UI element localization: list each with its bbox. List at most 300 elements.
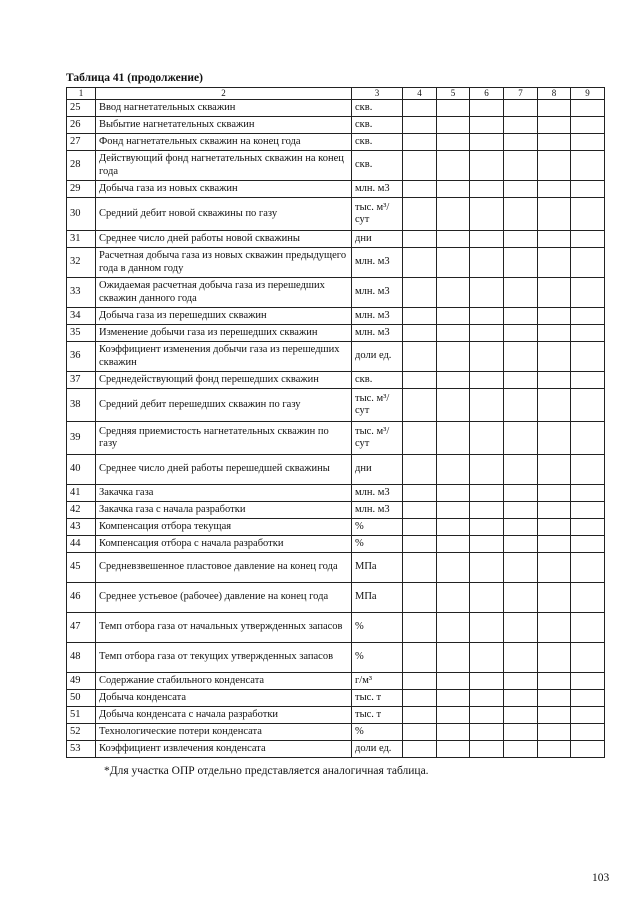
empty-value-cell (470, 455, 504, 485)
header-cell: 5 (437, 88, 470, 100)
empty-value-cell (571, 100, 605, 117)
empty-value-cell (437, 553, 470, 583)
empty-value-cell (571, 231, 605, 248)
empty-value-cell (504, 485, 538, 502)
empty-value-cell (437, 613, 470, 643)
table-row (67, 724, 605, 741)
empty-value-cell (571, 455, 605, 485)
table-row (67, 536, 605, 553)
empty-value-cell (504, 519, 538, 536)
empty-value-cell (504, 583, 538, 613)
table-row (67, 741, 605, 758)
empty-value-cell (538, 613, 571, 643)
empty-value-cell (504, 673, 538, 690)
row-number: 47 (67, 613, 96, 643)
empty-value-cell (571, 325, 605, 342)
table-row (67, 613, 605, 643)
row-number: 48 (67, 643, 96, 673)
row-unit: скв. (352, 134, 403, 151)
table-row (67, 372, 605, 389)
empty-value-cell (470, 690, 504, 707)
row-number: 40 (67, 455, 96, 485)
table-caption: Таблица 41 (продолжение) (66, 72, 203, 84)
table-row (67, 278, 605, 308)
empty-value-cell (571, 724, 605, 741)
empty-value-cell (571, 372, 605, 389)
empty-value-cell (403, 502, 437, 519)
empty-value-cell (538, 308, 571, 325)
empty-value-cell (403, 278, 437, 308)
empty-value-cell (538, 325, 571, 342)
empty-value-cell (470, 389, 504, 422)
empty-value-cell (403, 151, 437, 181)
row-unit: тыс. м³/сут (352, 422, 403, 455)
empty-value-cell (403, 613, 437, 643)
empty-value-cell (437, 372, 470, 389)
empty-value-cell (571, 422, 605, 455)
table-row (67, 389, 605, 422)
row-number: 38 (67, 389, 96, 422)
empty-value-cell (571, 707, 605, 724)
row-unit: % (352, 613, 403, 643)
row-indicator-name: Закачка газа с начала разработки (96, 502, 352, 519)
empty-value-cell (437, 690, 470, 707)
empty-value-cell (571, 308, 605, 325)
row-unit: дни (352, 231, 403, 248)
row-indicator-name: Расчетная добыча газа из новых скважин предыдущего года в данном году (96, 248, 352, 278)
empty-value-cell (504, 741, 538, 758)
empty-value-cell (470, 485, 504, 502)
empty-value-cell (437, 583, 470, 613)
empty-value-cell (437, 100, 470, 117)
row-unit: дни (352, 455, 403, 485)
row-indicator-name: Коэффициент извлечения конденсата (96, 741, 352, 758)
empty-value-cell (538, 100, 571, 117)
empty-value-cell (504, 181, 538, 198)
empty-value-cell (571, 519, 605, 536)
empty-value-cell (437, 741, 470, 758)
row-unit: доли ед. (352, 741, 403, 758)
row-unit: млн. м3 (352, 308, 403, 325)
empty-value-cell (470, 117, 504, 134)
table-row (67, 707, 605, 724)
empty-value-cell (403, 181, 437, 198)
empty-value-cell (403, 485, 437, 502)
header-cell: 3 (352, 88, 403, 100)
empty-value-cell (470, 325, 504, 342)
empty-value-cell (504, 553, 538, 583)
row-unit: г/м³ (352, 673, 403, 690)
empty-value-cell (504, 455, 538, 485)
row-indicator-name: Среднее устьевое (рабочее) давление на конец года (96, 583, 352, 613)
row-indicator-name: Средневзвешенное пластовое давление на конец года (96, 553, 352, 583)
table-row (67, 181, 605, 198)
empty-value-cell (470, 613, 504, 643)
empty-value-cell (538, 151, 571, 181)
row-number: 52 (67, 724, 96, 741)
row-number: 36 (67, 342, 96, 372)
empty-value-cell (470, 248, 504, 278)
row-unit: % (352, 519, 403, 536)
empty-value-cell (403, 422, 437, 455)
empty-value-cell (504, 231, 538, 248)
empty-value-cell (437, 455, 470, 485)
empty-value-cell (538, 643, 571, 673)
row-number: 31 (67, 231, 96, 248)
empty-value-cell (538, 455, 571, 485)
empty-value-cell (538, 278, 571, 308)
table-row (67, 553, 605, 583)
empty-value-cell (437, 724, 470, 741)
row-unit: скв. (352, 117, 403, 134)
empty-value-cell (571, 342, 605, 372)
empty-value-cell (538, 519, 571, 536)
empty-value-cell (470, 134, 504, 151)
table-row (67, 583, 605, 613)
empty-value-cell (437, 707, 470, 724)
empty-value-cell (538, 690, 571, 707)
row-number: 53 (67, 741, 96, 758)
empty-value-cell (470, 583, 504, 613)
empty-value-cell (538, 181, 571, 198)
table-row (67, 673, 605, 690)
row-number: 26 (67, 117, 96, 134)
empty-value-cell (470, 181, 504, 198)
row-number: 37 (67, 372, 96, 389)
empty-value-cell (538, 422, 571, 455)
row-number: 25 (67, 100, 96, 117)
empty-value-cell (571, 278, 605, 308)
table-row (67, 100, 605, 117)
empty-value-cell (470, 372, 504, 389)
empty-value-cell (437, 198, 470, 231)
row-unit: % (352, 724, 403, 741)
row-indicator-name: Выбытие нагнетательных скважин (96, 117, 352, 134)
empty-value-cell (538, 485, 571, 502)
empty-value-cell (504, 325, 538, 342)
page-number: 103 (592, 872, 610, 884)
empty-value-cell (571, 673, 605, 690)
row-unit: млн. м3 (352, 325, 403, 342)
table-row (67, 325, 605, 342)
row-indicator-name: Средняя приемистость нагнетательных скважин по газу (96, 422, 352, 455)
table-body (67, 100, 605, 758)
empty-value-cell (470, 422, 504, 455)
empty-value-cell (437, 181, 470, 198)
empty-value-cell (437, 325, 470, 342)
header-row (67, 88, 605, 100)
empty-value-cell (504, 372, 538, 389)
empty-value-cell (437, 248, 470, 278)
empty-value-cell (538, 198, 571, 231)
empty-value-cell (437, 502, 470, 519)
empty-value-cell (538, 673, 571, 690)
empty-value-cell (437, 389, 470, 422)
empty-value-cell (538, 536, 571, 553)
row-unit: доли ед. (352, 342, 403, 372)
table-row (67, 231, 605, 248)
row-indicator-name: Добыча газа из перешедших скважин (96, 308, 352, 325)
empty-value-cell (403, 325, 437, 342)
row-indicator-name: Средний дебит перешедших скважин по газу (96, 389, 352, 422)
empty-value-cell (538, 248, 571, 278)
empty-value-cell (470, 308, 504, 325)
table-row (67, 151, 605, 181)
empty-value-cell (504, 117, 538, 134)
row-indicator-name: Добыча конденсата с начала разработки (96, 707, 352, 724)
footnote: *Для участка ОПР отдельно представляется аналогичная таблица. (104, 765, 429, 777)
row-indicator-name: Среднее число дней работы новой скважины (96, 231, 352, 248)
empty-value-cell (470, 231, 504, 248)
row-number: 41 (67, 485, 96, 502)
empty-value-cell (403, 100, 437, 117)
row-indicator-name: Изменение добычи газа из перешедших скважин (96, 325, 352, 342)
row-number: 34 (67, 308, 96, 325)
empty-value-cell (538, 502, 571, 519)
header-cell: 9 (571, 88, 605, 100)
empty-value-cell (470, 553, 504, 583)
header-cell: 2 (96, 88, 352, 100)
row-indicator-name: Технологические потери конденсата (96, 724, 352, 741)
empty-value-cell (571, 553, 605, 583)
empty-value-cell (538, 707, 571, 724)
row-unit: млн. м3 (352, 502, 403, 519)
header-cell: 6 (470, 88, 504, 100)
row-indicator-name: Фонд нагнетательных скважин на конец года (96, 134, 352, 151)
row-indicator-name: Среднее число дней работы перешедшей скважины (96, 455, 352, 485)
empty-value-cell (571, 643, 605, 673)
empty-value-cell (403, 553, 437, 583)
empty-value-cell (403, 536, 437, 553)
empty-value-cell (504, 536, 538, 553)
row-unit: скв. (352, 372, 403, 389)
row-unit: млн. м3 (352, 485, 403, 502)
empty-value-cell (403, 231, 437, 248)
empty-value-cell (504, 502, 538, 519)
empty-value-cell (538, 372, 571, 389)
table-row (67, 485, 605, 502)
row-unit: МПа (352, 553, 403, 583)
header-cell: 7 (504, 88, 538, 100)
empty-value-cell (470, 502, 504, 519)
empty-value-cell (504, 342, 538, 372)
empty-value-cell (470, 643, 504, 673)
table-row (67, 308, 605, 325)
empty-value-cell (437, 117, 470, 134)
empty-value-cell (470, 724, 504, 741)
row-indicator-name: Действующий фонд нагнетательных скважин на конец года (96, 151, 352, 181)
empty-value-cell (504, 389, 538, 422)
empty-value-cell (403, 134, 437, 151)
empty-value-cell (571, 389, 605, 422)
empty-value-cell (403, 724, 437, 741)
empty-value-cell (403, 519, 437, 536)
empty-value-cell (504, 643, 538, 673)
empty-value-cell (504, 248, 538, 278)
row-indicator-name: Темп отбора газа от текущих утвержденных запасов (96, 643, 352, 673)
row-unit: млн. м3 (352, 181, 403, 198)
empty-value-cell (403, 342, 437, 372)
empty-value-cell (571, 181, 605, 198)
table-row (67, 248, 605, 278)
empty-value-cell (504, 151, 538, 181)
empty-value-cell (504, 690, 538, 707)
row-number: 43 (67, 519, 96, 536)
empty-value-cell (437, 422, 470, 455)
empty-value-cell (403, 707, 437, 724)
data-table (66, 87, 605, 758)
table-row (67, 690, 605, 707)
empty-value-cell (470, 151, 504, 181)
empty-value-cell (403, 583, 437, 613)
table-row (67, 342, 605, 372)
empty-value-cell (437, 536, 470, 553)
empty-value-cell (571, 198, 605, 231)
empty-value-cell (437, 643, 470, 673)
empty-value-cell (403, 741, 437, 758)
empty-value-cell (403, 690, 437, 707)
row-indicator-name: Средний дебит новой скважины по газу (96, 198, 352, 231)
empty-value-cell (437, 278, 470, 308)
empty-value-cell (470, 198, 504, 231)
empty-value-cell (571, 613, 605, 643)
row-number: 50 (67, 690, 96, 707)
row-indicator-name: Содержание стабильного конденсата (96, 673, 352, 690)
row-number: 29 (67, 181, 96, 198)
empty-value-cell (470, 100, 504, 117)
empty-value-cell (571, 583, 605, 613)
row-number: 32 (67, 248, 96, 278)
empty-value-cell (470, 741, 504, 758)
empty-value-cell (504, 308, 538, 325)
row-number: 33 (67, 278, 96, 308)
empty-value-cell (504, 422, 538, 455)
row-indicator-name: Компенсация отбора текущая (96, 519, 352, 536)
row-number: 27 (67, 134, 96, 151)
empty-value-cell (538, 231, 571, 248)
header-cell: 1 (67, 88, 96, 100)
row-unit: % (352, 643, 403, 673)
row-indicator-name: Среднедействующий фонд перешедших скважин (96, 372, 352, 389)
empty-value-cell (470, 673, 504, 690)
empty-value-cell (470, 536, 504, 553)
empty-value-cell (571, 741, 605, 758)
empty-value-cell (504, 613, 538, 643)
empty-value-cell (403, 389, 437, 422)
row-unit: тыс. т (352, 690, 403, 707)
empty-value-cell (470, 342, 504, 372)
empty-value-cell (504, 724, 538, 741)
row-unit: тыс. т (352, 707, 403, 724)
row-unit: тыс. м³/сут (352, 198, 403, 231)
row-indicator-name: Темп отбора газа от начальных утвержденных запасов (96, 613, 352, 643)
row-number: 44 (67, 536, 96, 553)
row-unit: скв. (352, 151, 403, 181)
empty-value-cell (571, 117, 605, 134)
empty-value-cell (538, 553, 571, 583)
empty-value-cell (504, 134, 538, 151)
empty-value-cell (403, 117, 437, 134)
empty-value-cell (538, 117, 571, 134)
row-unit: тыс. м³/сут (352, 389, 403, 422)
row-unit: скв. (352, 100, 403, 117)
table-row (67, 198, 605, 231)
empty-value-cell (437, 231, 470, 248)
empty-value-cell (571, 134, 605, 151)
table-row (67, 643, 605, 673)
empty-value-cell (538, 342, 571, 372)
empty-value-cell (470, 278, 504, 308)
empty-value-cell (403, 308, 437, 325)
empty-value-cell (571, 690, 605, 707)
empty-value-cell (538, 389, 571, 422)
empty-value-cell (403, 248, 437, 278)
row-number: 28 (67, 151, 96, 181)
empty-value-cell (437, 485, 470, 502)
empty-value-cell (403, 673, 437, 690)
empty-value-cell (437, 519, 470, 536)
empty-value-cell (538, 724, 571, 741)
row-number: 51 (67, 707, 96, 724)
empty-value-cell (538, 583, 571, 613)
row-indicator-name: Ввод нагнетательных скважин (96, 100, 352, 117)
empty-value-cell (571, 248, 605, 278)
empty-value-cell (504, 198, 538, 231)
empty-value-cell (571, 536, 605, 553)
table-row (67, 117, 605, 134)
table-row (67, 502, 605, 519)
table-row (67, 519, 605, 536)
empty-value-cell (403, 198, 437, 231)
empty-value-cell (538, 741, 571, 758)
empty-value-cell (571, 485, 605, 502)
table-row (67, 422, 605, 455)
table-row (67, 134, 605, 151)
header-cell: 4 (403, 88, 437, 100)
empty-value-cell (437, 151, 470, 181)
empty-value-cell (504, 707, 538, 724)
row-number: 49 (67, 673, 96, 690)
empty-value-cell (437, 673, 470, 690)
row-indicator-name: Ожидаемая расчетная добыча газа из перешедших скважин данного года (96, 278, 352, 308)
empty-value-cell (504, 100, 538, 117)
empty-value-cell (403, 372, 437, 389)
row-number: 46 (67, 583, 96, 613)
row-unit: МПа (352, 583, 403, 613)
row-unit: % (352, 536, 403, 553)
empty-value-cell (403, 455, 437, 485)
empty-value-cell (571, 502, 605, 519)
empty-value-cell (437, 342, 470, 372)
row-indicator-name: Добыча газа из новых скважин (96, 181, 352, 198)
row-indicator-name: Коэффициент изменения добычи газа из перешедших скважин (96, 342, 352, 372)
empty-value-cell (403, 643, 437, 673)
table-row (67, 455, 605, 485)
row-unit: млн. м3 (352, 278, 403, 308)
header-cell: 8 (538, 88, 571, 100)
row-number: 35 (67, 325, 96, 342)
empty-value-cell (571, 151, 605, 181)
row-indicator-name: Добыча конденсата (96, 690, 352, 707)
row-unit: млн. м3 (352, 248, 403, 278)
row-number: 39 (67, 422, 96, 455)
row-number: 42 (67, 502, 96, 519)
row-indicator-name: Компенсация отбора с начала разработки (96, 536, 352, 553)
row-number: 30 (67, 198, 96, 231)
row-indicator-name: Закачка газа (96, 485, 352, 502)
empty-value-cell (504, 278, 538, 308)
row-number: 45 (67, 553, 96, 583)
